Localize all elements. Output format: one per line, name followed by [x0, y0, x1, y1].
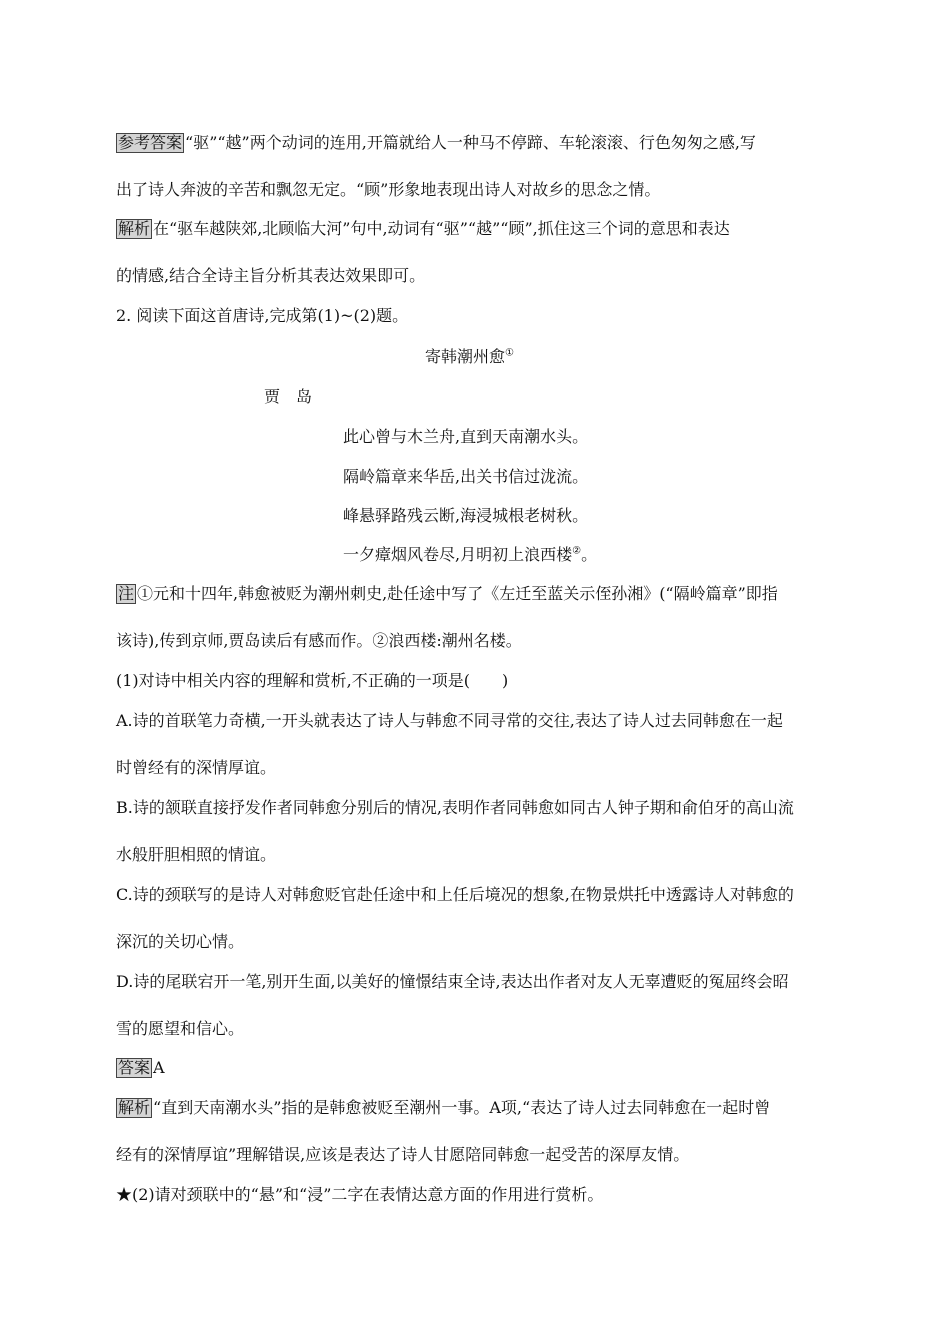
notes-line-1: [116, 584, 778, 604]
analysis-2-text-1: “直到天南潮水头”指的是韩愈被贬至潮州一事。A项,“表达了诗人过去同韩愈在一起时曾: [153, 1098, 771, 1117]
option-d-line-1: D.诗的尾联宕开一笔,别开生面,以美好的憧憬结束全诗,表达出作者对友人无辜遭贬的冤屈终会昭: [116, 972, 789, 991]
poem-line-4-end: 。: [581, 545, 598, 564]
analysis-2-line-1: [116, 1098, 770, 1118]
poem-line-1: 此心曾与木兰舟,直到天南潮水头。: [343, 427, 589, 446]
analysis-1-line-1: [116, 219, 730, 239]
reference-answer-text-2: 出了诗人奔波的辛苦和飘忽无定。“顾”形象地表现出诗人对故乡的思念之情。: [116, 180, 661, 199]
poem-line-4: [343, 545, 597, 565]
poem-line-4-text: 一夕瘴烟风卷尽,月明初上浪西楼: [343, 545, 573, 564]
question-2-intro: 2. 阅读下面这首唐诗,完成第(1)~(2)题。: [116, 306, 409, 325]
answer-tag: 答案: [118, 1058, 151, 1077]
poem-line-2: 隔岭篇章来华岳,出关书信过泷流。: [343, 467, 589, 486]
question-2-sub: ★(2)请对颈联中的“悬”和“浸”二字在表情达意方面的作用进行赏析。: [116, 1185, 604, 1204]
option-a-line-1: A.诗的首联笔力奇横,一开头就表达了诗人与韩愈不同寻常的交往,表达了诗人过去同韩愈在一起: [116, 711, 783, 730]
analysis-1-tag: 解析: [118, 219, 151, 238]
poem-author: 贾 岛: [264, 387, 313, 406]
option-d-line-2: 雪的愿望和信心。: [116, 1019, 245, 1038]
reference-answer-line-1: [116, 133, 756, 153]
answer-value: A: [153, 1058, 165, 1077]
answer-line: [116, 1058, 165, 1078]
notes-text-1: ①元和十四年,韩愈被贬为潮州刺史,赴任途中写了《左迁至蓝关示侄孙湘》(“隔岭篇章”即指: [137, 584, 778, 603]
option-b-line-2: 水般肝胆相照的情谊。: [116, 845, 277, 864]
reference-answer-text-1: “驱”“越”两个动词的连用,开篇就给人一种马不停蹄、车轮滚滚、行色匆匆之感,写: [185, 133, 756, 152]
poem-line-3: 峰悬驿路残云断,海浸城根老树秋。: [343, 506, 589, 525]
option-c-line-2: 深沉的关切心情。: [116, 932, 245, 951]
analysis-1-text-2: 的情感,结合全诗主旨分析其表达效果即可。: [116, 266, 426, 285]
notes-tag: 注: [118, 584, 135, 603]
poem-title: [425, 347, 514, 367]
analysis-2-tag: 解析: [118, 1098, 151, 1117]
poem-title-text: 寄韩潮州愈: [425, 347, 506, 366]
analysis-2-text-2: 经有的深情厚谊”理解错误,应该是表达了诗人甘愿陪同韩愈一起受苦的深厚友情。: [116, 1145, 690, 1164]
question-1-stem: (1)对诗中相关内容的理解和赏析,不正确的一项是( ): [116, 671, 509, 690]
reference-answer-tag: 参考答案: [118, 133, 183, 152]
option-c-line-1: C.诗的颈联写的是诗人对韩愈贬官赴任途中和上任后境况的想象,在物景烘托中透露诗人对韩愈的: [116, 885, 794, 904]
option-a-line-2: 时曾经有的深情厚谊。: [116, 758, 277, 777]
poem-line-4-note: ②: [572, 545, 582, 557]
analysis-1-text-1: 在“驱车越陕郊,北顾临大河”句中,动词有“驱”“越”“顾”,抓住这三个词的意思和表达: [153, 219, 730, 238]
option-b-line-1: B.诗的颔联直接抒发作者同韩愈分别后的情况,表明作者同韩愈如同古人钟子期和俞伯牙的高山流: [116, 798, 794, 817]
poem-title-note: ①: [505, 347, 514, 359]
notes-text-2: 该诗),传到京师,贾岛读后有感而作。②浪西楼:潮州名楼。: [116, 631, 522, 650]
